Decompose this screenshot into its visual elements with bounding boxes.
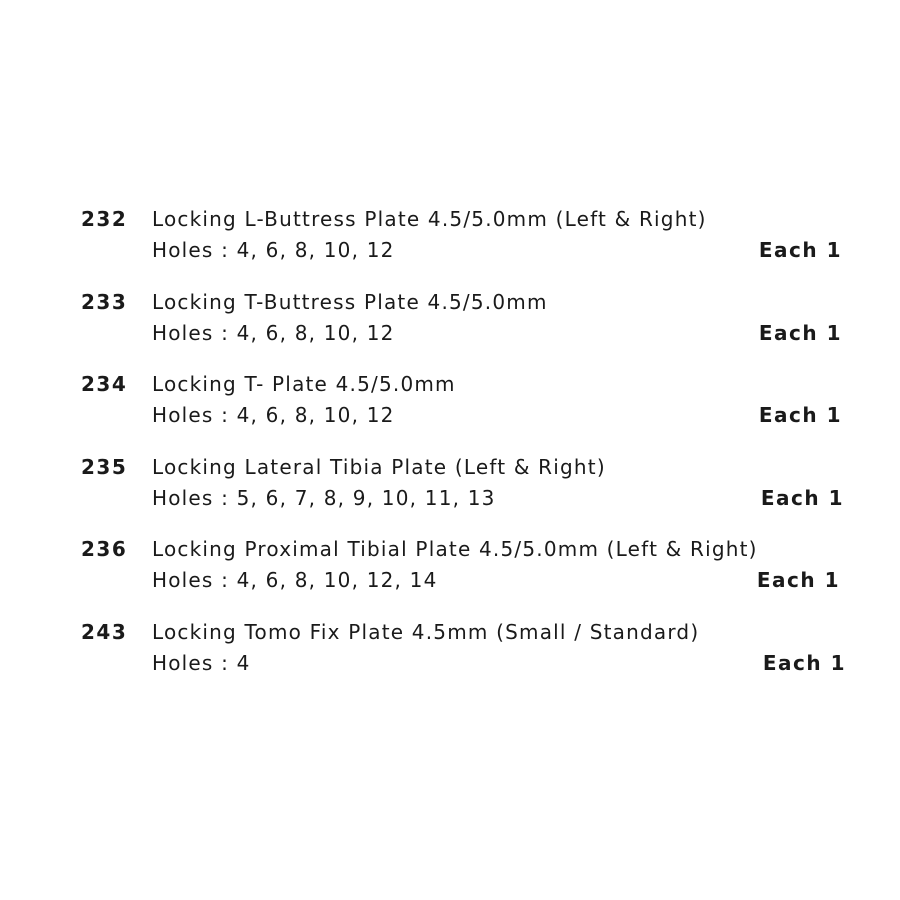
item-quantity: Each 1 bbox=[758, 238, 842, 262]
item-holes: Holes : 4, 6, 8, 10, 12 bbox=[152, 403, 395, 427]
catalog-item bbox=[0, 620, 900, 690]
item-holes: Holes : 4 bbox=[152, 651, 251, 675]
item-quantity: Each 1 bbox=[762, 651, 846, 675]
catalog-item bbox=[0, 455, 900, 525]
item-quantity: Each 1 bbox=[760, 486, 844, 510]
item-code: 232 bbox=[81, 207, 128, 231]
item-code: 235 bbox=[81, 455, 128, 479]
item-name: Locking T-Buttress Plate 4.5/5.0mm bbox=[152, 290, 548, 314]
item-holes: Holes : 4, 6, 8, 10, 12 bbox=[152, 321, 395, 345]
item-name: Locking T- Plate 4.5/5.0mm bbox=[152, 372, 456, 396]
item-code: 236 bbox=[81, 537, 128, 561]
item-quantity: Each 1 bbox=[758, 403, 842, 427]
item-name: Locking L-Buttress Plate 4.5/5.0mm (Left & Right) bbox=[152, 207, 707, 231]
item-quantity: Each 1 bbox=[758, 321, 842, 345]
catalog-item bbox=[0, 372, 900, 442]
item-code: 243 bbox=[81, 620, 128, 644]
item-code: 233 bbox=[81, 290, 128, 314]
catalog-item bbox=[0, 207, 900, 277]
item-name: Locking Lateral Tibia Plate (Left & Right) bbox=[152, 455, 606, 479]
item-holes: Holes : 5, 6, 7, 8, 9, 10, 11, 13 bbox=[152, 486, 496, 510]
catalog-item bbox=[0, 290, 900, 360]
catalog-item bbox=[0, 537, 900, 607]
item-holes: Holes : 4, 6, 8, 10, 12, 14 bbox=[152, 568, 438, 592]
item-code: 234 bbox=[81, 372, 128, 396]
item-name: Locking Proximal Tibial Plate 4.5/5.0mm (Left & Right) bbox=[152, 537, 758, 561]
item-holes: Holes : 4, 6, 8, 10, 12 bbox=[152, 238, 395, 262]
item-name: Locking Tomo Fix Plate 4.5mm (Small / Standard) bbox=[152, 620, 700, 644]
item-quantity: Each 1 bbox=[756, 568, 840, 592]
